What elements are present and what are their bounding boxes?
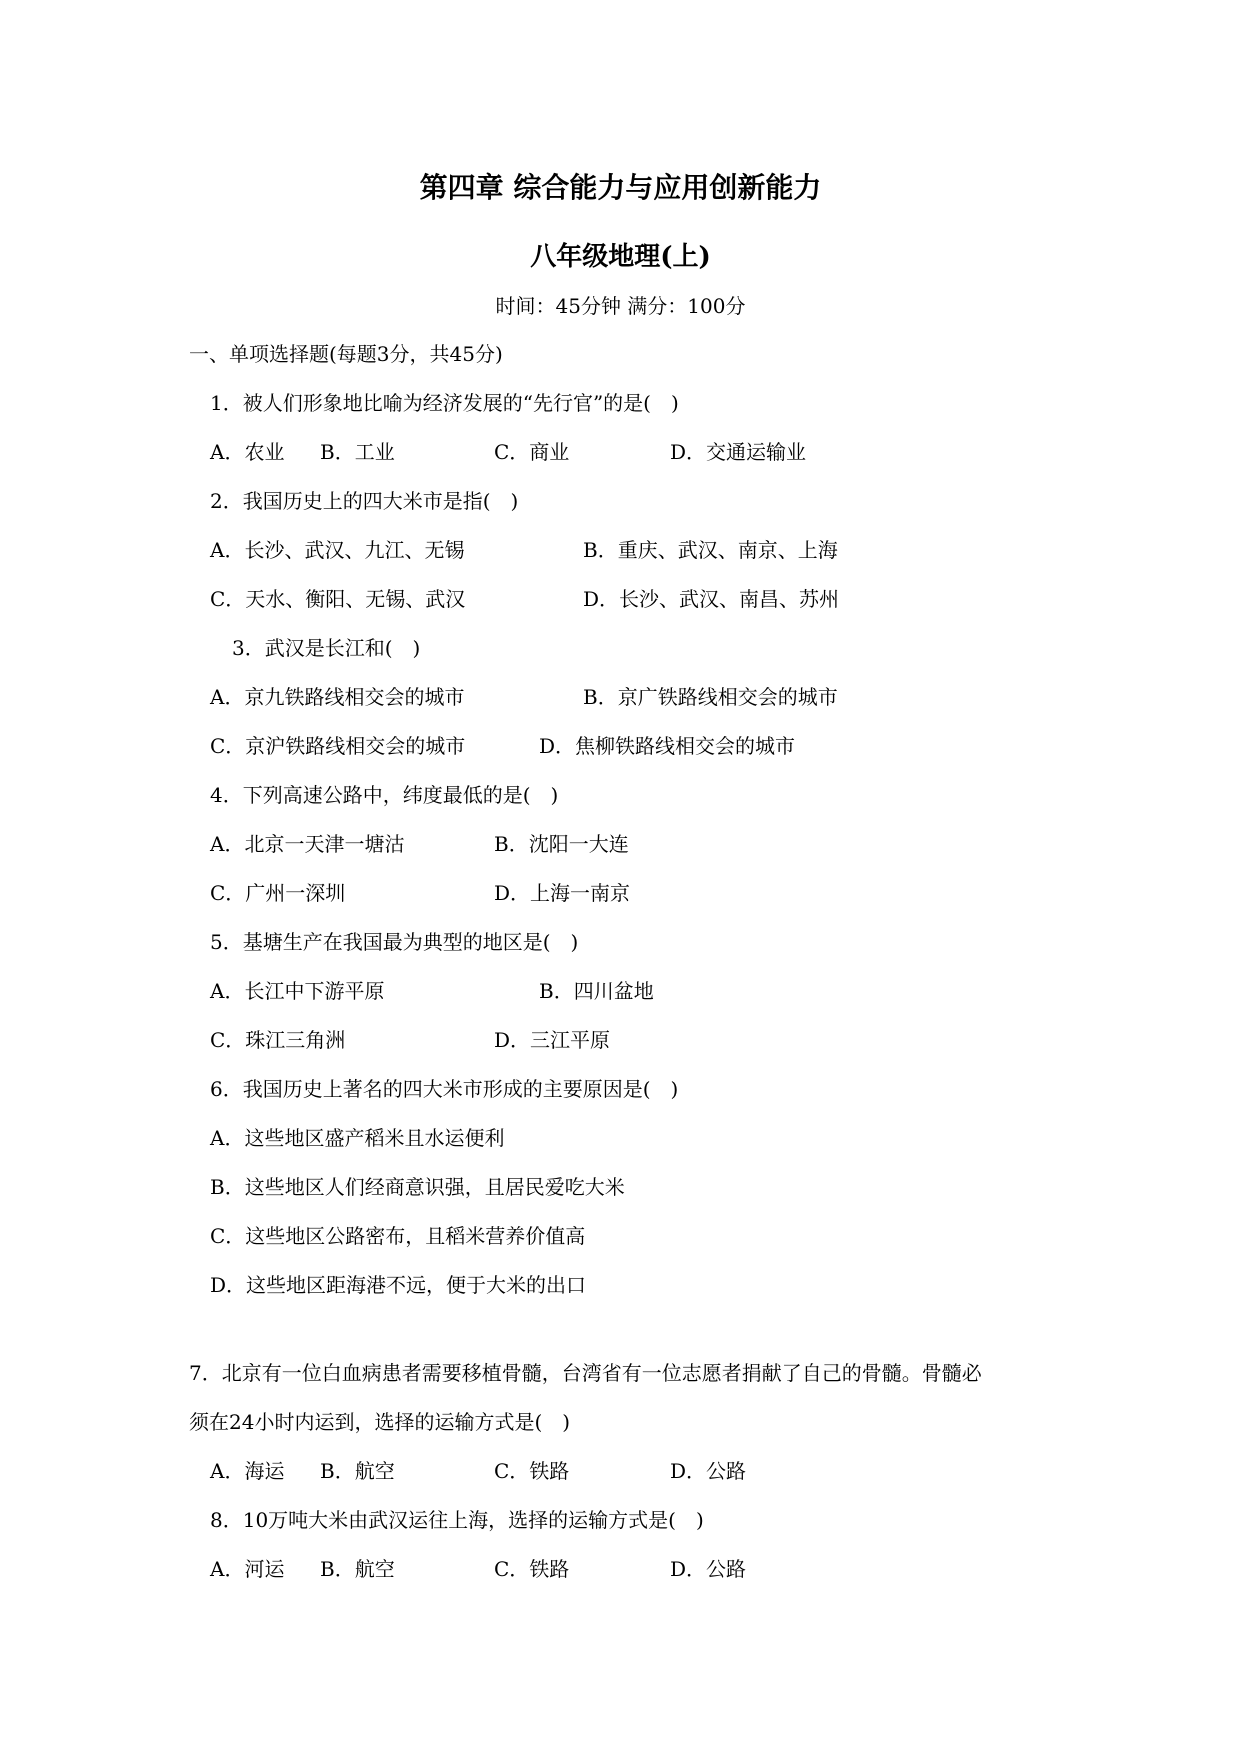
option-b: B．航空: [320, 1557, 395, 1581]
option-c: C．这些地区公路密布，且稻米营养价值高: [210, 1224, 586, 1248]
option-a: A．京九铁路线相交会的城市: [210, 685, 465, 709]
option-d: D．这些地区距海港不远，便于大米的出口: [210, 1273, 587, 1297]
option-c: C．铁路: [494, 1459, 570, 1483]
question-stem: 4．下列高速公路中，纬度最低的是( ): [210, 783, 559, 807]
option-d: D．交通运输业: [670, 440, 807, 464]
option-a: A．河运: [210, 1557, 285, 1581]
option-a: A．北京一天津一塘沽: [210, 832, 405, 856]
page-title: 第四章 综合能力与应用创新能力: [419, 171, 822, 204]
question-stem-continued: 须在24小时内运到，选择的运输方式是( ): [189, 1410, 571, 1434]
option-d: D．公路: [670, 1459, 747, 1483]
section-heading: 一、单项选择题(每题3分，共45分): [189, 342, 503, 366]
option-d: D．上海一南京: [494, 881, 631, 905]
option-a: A．海运: [210, 1459, 285, 1483]
option-c: C．广州一深圳: [210, 881, 346, 905]
option-d: D．公路: [670, 1557, 747, 1581]
option-c: C．天水、衡阳、无锡、武汉: [210, 587, 466, 611]
option-b: B．四川盆地: [539, 979, 654, 1003]
option-b: B．这些地区人们经商意识强，且居民爱吃大米: [210, 1175, 625, 1199]
option-b: B．重庆、武汉、南京、上海: [583, 538, 838, 562]
question-stem: 6．我国历史上著名的四大米市形成的主要原因是( ): [210, 1077, 679, 1101]
exam-meta: 时间：45分钟 满分：100分: [495, 294, 746, 318]
question-stem: 3．武汉是长江和( ): [232, 636, 421, 660]
option-c: C．珠江三角洲: [210, 1028, 346, 1052]
option-b: B．京广铁路线相交会的城市: [583, 685, 838, 709]
question-stem: 5．基塘生产在我国最为典型的地区是( ): [210, 930, 579, 954]
option-a: A．农业: [210, 440, 285, 464]
option-c: C．商业: [494, 440, 570, 464]
option-a: A．这些地区盛产稻米且水运便利: [210, 1126, 505, 1150]
option-b: B．沈阳一大连: [494, 832, 629, 856]
question-stem: 2．我国历史上的四大米市是指( ): [210, 489, 519, 513]
option-d: D．长沙、武汉、南昌、苏州: [583, 587, 840, 611]
option-a: A．长沙、武汉、九江、无锡: [210, 538, 465, 562]
question-stem: 8．10万吨大米由武汉运往上海，选择的运输方式是( ): [210, 1508, 704, 1532]
option-c: C．铁路: [494, 1557, 570, 1581]
question-stem: 7．北京有一位白血病患者需要移植骨髓，台湾省有一位志愿者捐献了自己的骨髓。骨髓必: [189, 1361, 982, 1385]
question-stem: 1．被人们形象地比喻为经济发展的“先行官”的是( ): [210, 391, 679, 415]
option-d: D．焦柳铁路线相交会的城市: [539, 734, 796, 758]
option-a: A．长江中下游平原: [210, 979, 385, 1003]
option-b: B．航空: [320, 1459, 395, 1483]
option-c: C．京沪铁路线相交会的城市: [210, 734, 466, 758]
option-d: D．三江平原: [494, 1028, 611, 1052]
option-b: B．工业: [320, 440, 395, 464]
page-subtitle: 八年级地理(上): [530, 242, 711, 272]
